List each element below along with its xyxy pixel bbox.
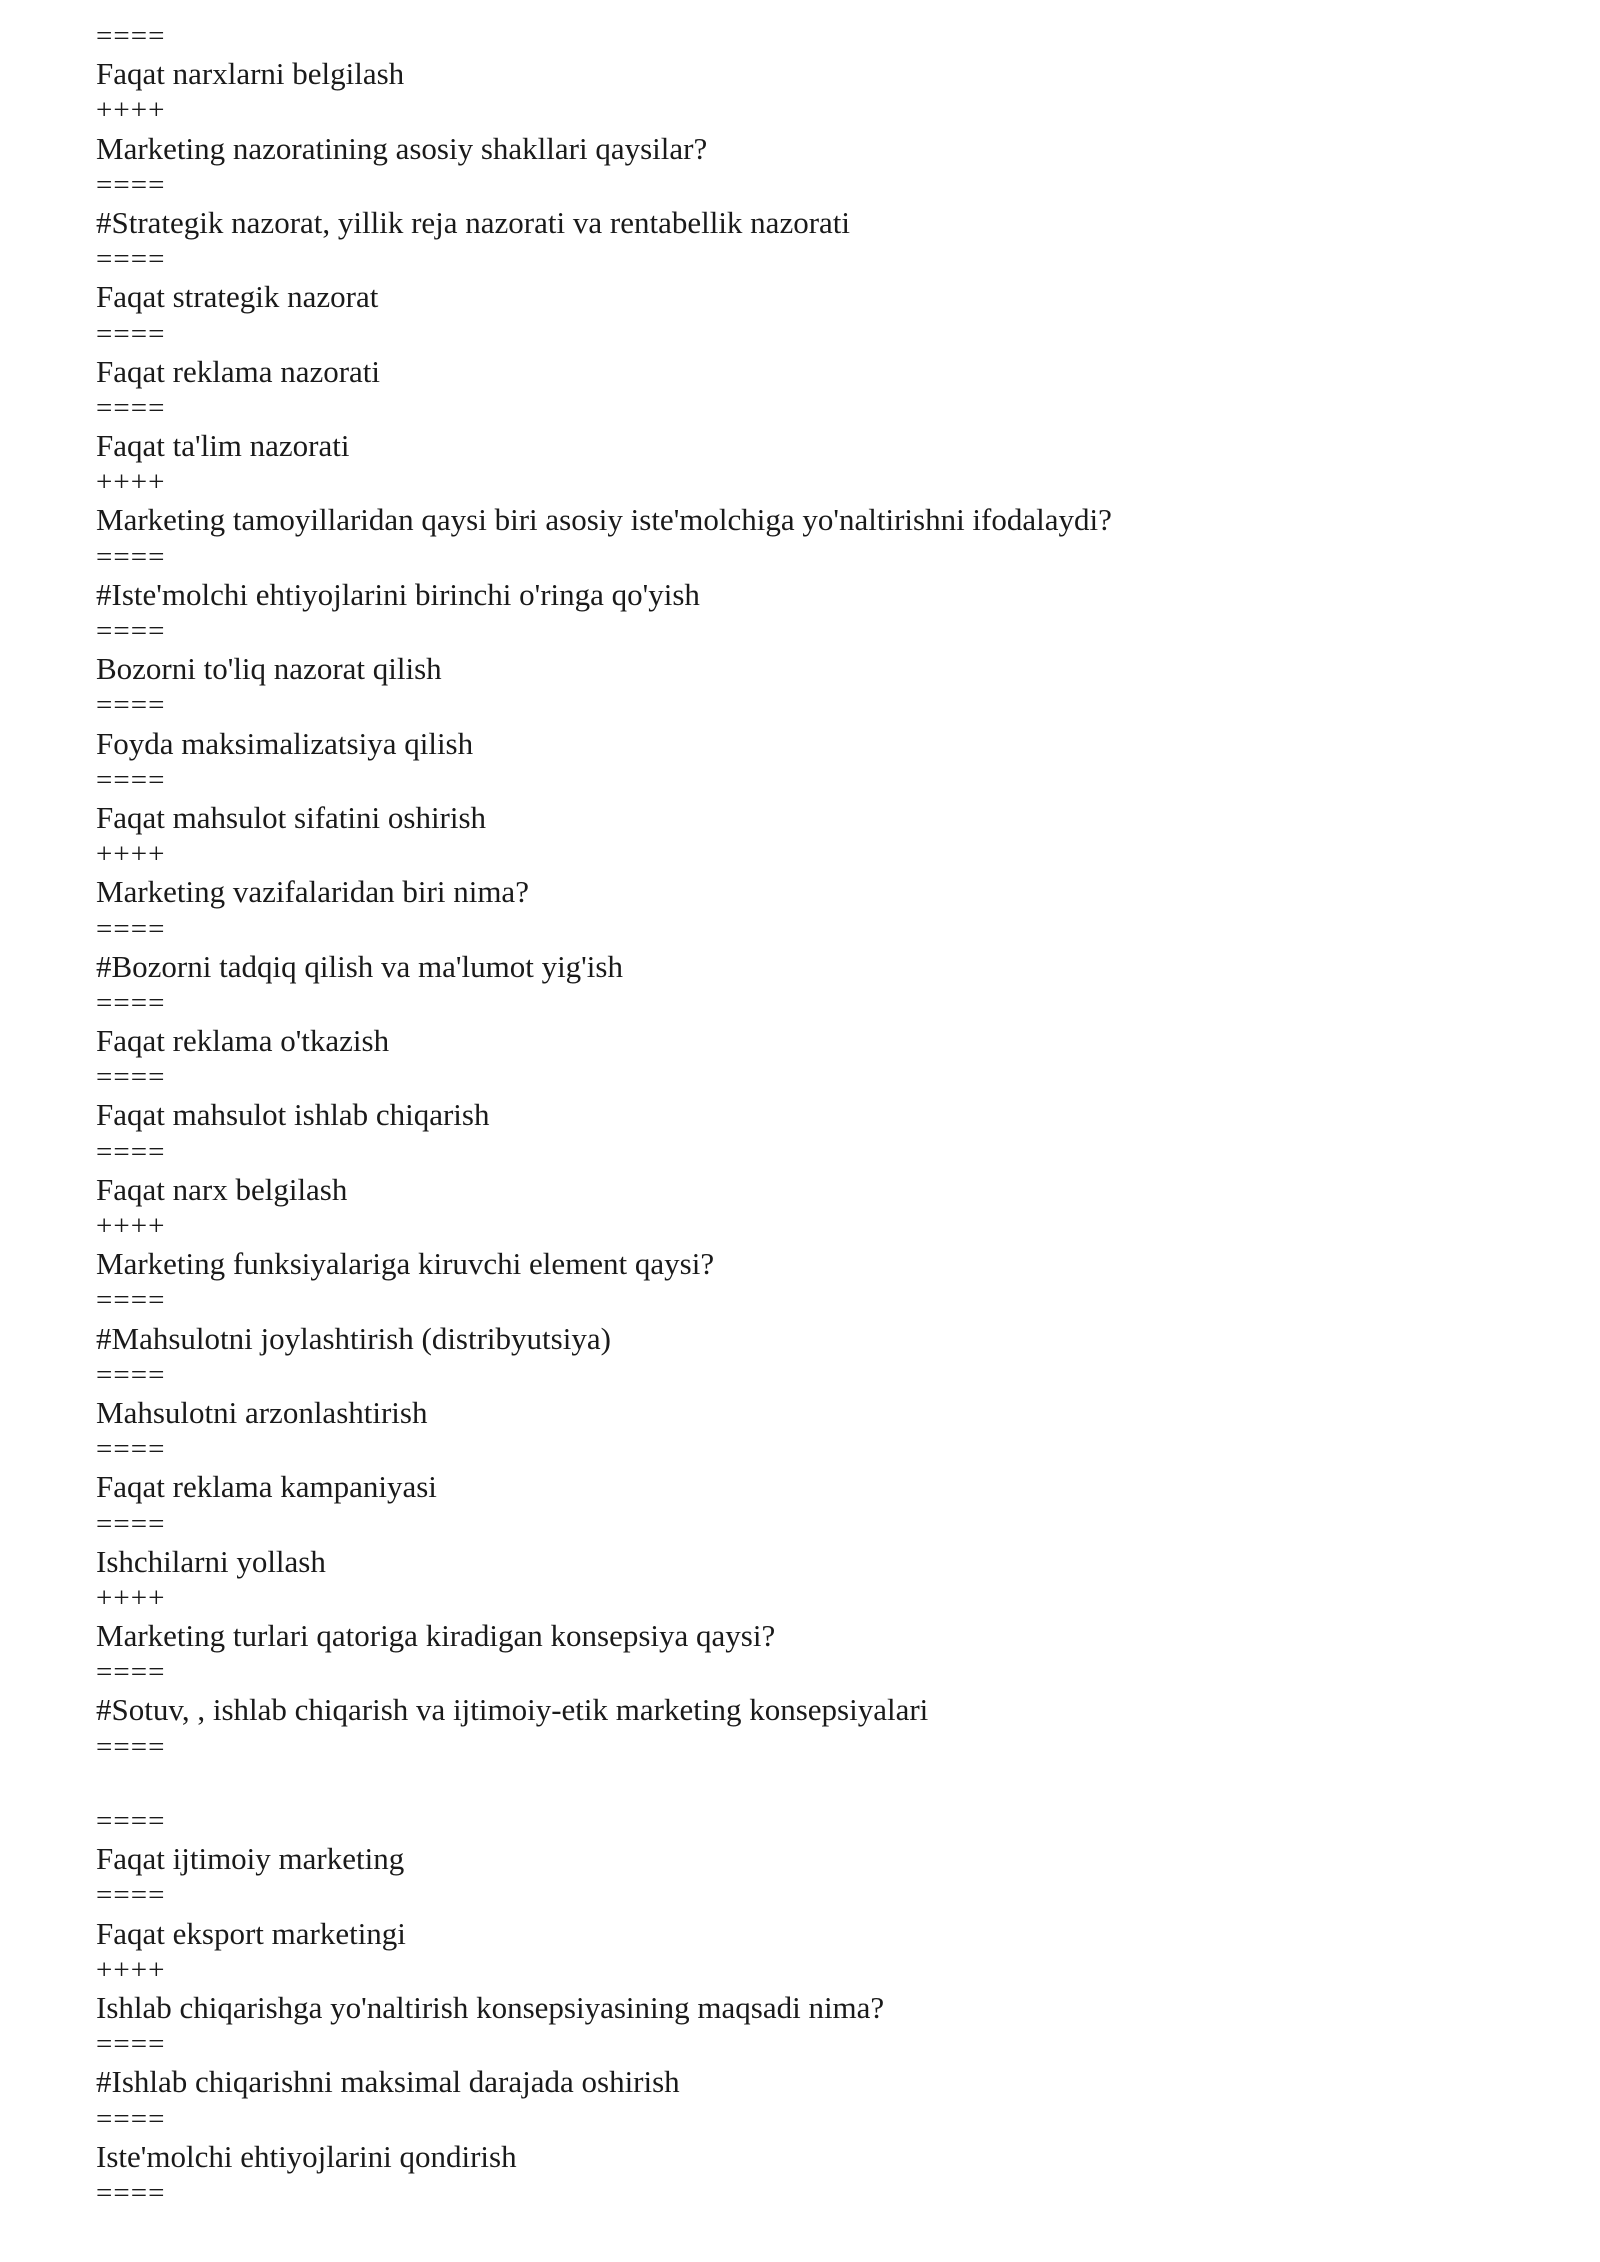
document-page bbox=[96, 18, 1536, 2212]
separator-line: ==== bbox=[96, 763, 166, 796]
correct-answer: #Ishlab chiqarishni maksimal darajada oshirish bbox=[96, 2064, 680, 2100]
answer-option: Faqat ta'lim nazorati bbox=[96, 428, 350, 464]
separator-line: ==== bbox=[96, 986, 166, 1019]
separator-line: ==== bbox=[96, 20, 166, 52]
question-separator: ++++ bbox=[96, 1581, 166, 1614]
answer-option: Iste'molchi ehtiyojlarini qondirish bbox=[96, 2138, 517, 2174]
correct-answer: #Mahsulotni joylashtirish (distribyutsiya) bbox=[96, 1320, 611, 1356]
answer-option: Foyda maksimalizatsiya qilish bbox=[96, 725, 474, 761]
correct-answer: #Sotuv, , ishlab chiqarish va ijtimoiy-etik marketing konsepsiyalari bbox=[96, 1692, 929, 1728]
answer-option: Faqat reklama nazorati bbox=[96, 353, 381, 389]
question-text: Marketing tamoyillaridan qaysi biri asosiy iste'molchiga yo'naltirishni ifodalaydi? bbox=[96, 502, 1112, 538]
separator-line: ==== bbox=[96, 1879, 166, 1912]
answer-option: Ishchilarni yollash bbox=[96, 1543, 326, 1579]
separator-line: ==== bbox=[96, 243, 166, 276]
separator-line: ==== bbox=[96, 1656, 166, 1689]
answer-option: Faqat reklama o'tkazish bbox=[96, 1023, 390, 1059]
separator-line: ==== bbox=[96, 391, 166, 424]
separator-line: ==== bbox=[96, 1358, 166, 1391]
separator-line: ==== bbox=[96, 1507, 166, 1540]
question-separator: ++++ bbox=[96, 94, 166, 127]
separator-line: ==== bbox=[96, 2102, 166, 2135]
separator-line: ==== bbox=[96, 540, 166, 573]
answer-option: Faqat narx belgilash bbox=[96, 1171, 348, 1207]
separator-line: ==== bbox=[96, 2028, 166, 2061]
question-separator: ++++ bbox=[96, 466, 166, 499]
separator-line: ==== bbox=[96, 912, 166, 945]
separator-line: ==== bbox=[96, 1135, 166, 1168]
correct-answer: #Strategik nazorat, yillik reja nazorati va rentabellik nazorati bbox=[96, 204, 851, 240]
correct-answer: #Bozorni tadqiq qilish va ma'lumot yig'ish bbox=[96, 948, 623, 984]
answer-option: Faqat strategik nazorat bbox=[96, 279, 379, 315]
separator-line: ==== bbox=[96, 1805, 166, 1837]
separator-line: ==== bbox=[96, 2176, 166, 2209]
separator-line: ==== bbox=[96, 1284, 166, 1317]
answer-option: Faqat mahsulot ishlab chiqarish bbox=[96, 1097, 490, 1133]
question-text: Marketing nazoratining asosiy shakllari qaysilar? bbox=[96, 130, 708, 166]
answer-option: Faqat narxlarni belgilash bbox=[96, 56, 405, 92]
correct-answer: #Iste'molchi ehtiyojlarini birinchi o'ringa qo'yish bbox=[96, 576, 700, 612]
question-text: Marketing funksiyalariga kiruvchi element qaysi? bbox=[96, 1246, 715, 1282]
question-separator: ++++ bbox=[96, 1953, 166, 1986]
question-separator: ++++ bbox=[96, 838, 166, 871]
separator-line: ==== bbox=[96, 615, 166, 647]
answer-option: Bozorni to'liq nazorat qilish bbox=[96, 651, 442, 687]
answer-option: Faqat mahsulot sifatini oshirish bbox=[96, 799, 487, 835]
separator-line: ==== bbox=[96, 1730, 166, 1763]
question-text: Ishlab chiqarishga yo'naltirish konsepsiyasining maqsadi nima? bbox=[96, 1989, 885, 2025]
answer-option: Faqat reklama kampaniyasi bbox=[96, 1469, 437, 1505]
answer-option: Mahsulotni arzonlashtirish bbox=[96, 1394, 428, 1430]
separator-line: ==== bbox=[96, 689, 166, 722]
answer-option: Faqat ijtimoiy marketing bbox=[96, 1841, 405, 1877]
question-text: Marketing turlari qatoriga kiradigan konsepsiya qaysi? bbox=[96, 1618, 776, 1654]
answer-option: Faqat eksport marketingi bbox=[96, 1915, 406, 1951]
separator-line: ==== bbox=[96, 317, 166, 350]
question-separator: ++++ bbox=[96, 1210, 166, 1242]
separator-line: ==== bbox=[96, 1433, 166, 1466]
question-text: Marketing vazifalaridan biri nima? bbox=[96, 874, 529, 910]
blank-line bbox=[96, 1766, 1536, 1803]
separator-line: ==== bbox=[96, 168, 166, 201]
separator-line: ==== bbox=[96, 1061, 166, 1094]
